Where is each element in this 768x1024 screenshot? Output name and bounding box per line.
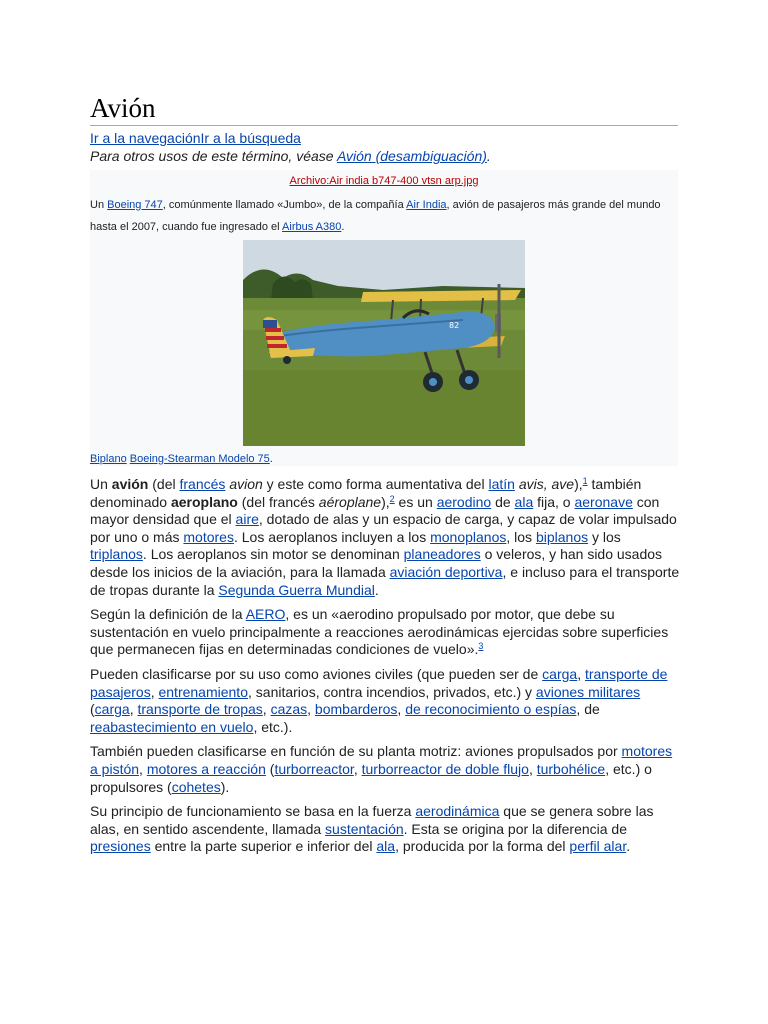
text: , los <box>506 528 536 545</box>
text: . Los aeroplanos sin motor se denominan <box>142 546 404 563</box>
hatnote <box>90 148 491 165</box>
text: y los <box>588 528 621 545</box>
image-caption-main <box>90 194 678 238</box>
text: con mayor densidad que el <box>90 493 660 528</box>
text: ( <box>265 760 275 777</box>
paragraph-propulsion <box>90 743 680 796</box>
boeing-747-link[interactable]: Boeing 747 <box>107 199 163 211</box>
frances-link[interactable]: francés <box>179 476 226 492</box>
text: , e incluso para el transporte de tropas durante la <box>90 563 680 598</box>
airbus-a380-link[interactable]: Airbus A380 <box>282 221 342 233</box>
cazas-link[interactable]: cazas <box>270 701 308 718</box>
text: (del francés <box>237 493 319 510</box>
text: , producida por la forma del <box>395 838 570 855</box>
text: es un <box>394 493 437 510</box>
text: Según la definición de la <box>90 606 246 623</box>
turbohelice-link[interactable]: turbohélice <box>536 760 606 777</box>
hatnote-suffix: . <box>486 148 491 164</box>
text: Su principio de funcionamiento se basa en la fuerza <box>90 803 416 820</box>
biplane-photo[interactable] <box>243 240 525 446</box>
svg-text:82: 82 <box>449 321 460 330</box>
biplanos-link[interactable]: biplanos <box>535 528 589 545</box>
caption-text: Un <box>90 199 108 211</box>
caption-text: . <box>341 221 345 233</box>
aviacion-deportiva-link[interactable]: aviación deportiva <box>389 563 503 580</box>
turborreactor-doble-flujo-link[interactable]: turborreactor de doble flujo <box>361 760 529 777</box>
file-link[interactable]: Archivo:Air india b747-400 vtsn arp.jpg <box>289 175 479 187</box>
motores-link[interactable]: motores <box>183 528 234 545</box>
text: Pueden clasificarse por su uso como aviones civiles (que pueden ser de <box>90 665 543 682</box>
boeing-stearman-link[interactable]: Boeing-Stearman Modelo 75 <box>129 453 270 465</box>
text: Un <box>90 476 112 492</box>
text: . Los aeroplanos incluyen a los <box>233 528 431 545</box>
text: , <box>139 760 147 777</box>
text: , <box>397 701 406 718</box>
text: (del <box>148 476 180 492</box>
text: ). <box>220 778 230 795</box>
aerodinamica-link[interactable]: aerodinámica <box>415 803 500 820</box>
motores-piston-link[interactable]: motores a pistón <box>90 743 673 777</box>
entrenamiento-link[interactable]: entrenamiento <box>158 683 248 700</box>
paragraph-uses <box>90 666 680 736</box>
aviones-militares-link[interactable]: aviones militares <box>535 683 641 700</box>
transporte-pasajeros-link[interactable]: transporte de pasajeros <box>90 665 668 700</box>
segunda-guerra-mundial-link[interactable]: Segunda Guerra Mundial <box>218 581 375 598</box>
text: , etc.). <box>253 718 293 735</box>
article-body <box>90 476 680 863</box>
ala-principle-link[interactable]: ala <box>376 838 396 855</box>
text: , de <box>576 701 600 718</box>
italic-term: aéroplane <box>318 493 382 510</box>
page-title: Avión <box>90 93 156 123</box>
reconocimiento-link[interactable]: de reconocimiento o espías <box>405 701 577 718</box>
text: que se genera sobre las alas, en sentido ascendente, llamada <box>90 803 654 837</box>
sustentacion-link[interactable]: sustentación <box>325 820 404 837</box>
text: También pueden clasificarse en función de su planta motriz: aviones propulsados por <box>90 743 622 760</box>
bold-term: aeroplano <box>170 493 238 510</box>
text: , <box>577 665 585 682</box>
paragraph-intro <box>90 476 680 599</box>
reference-2-link[interactable]: 2 <box>389 493 395 504</box>
text: y este como forma aumentativa del <box>262 476 489 492</box>
presiones-link[interactable]: presiones <box>90 838 151 855</box>
jump-to-search-link[interactable]: Ir a la búsqueda <box>200 130 301 146</box>
aeronave-link[interactable]: aeronave <box>574 493 633 510</box>
disambiguation-link[interactable]: Avión (desambiguación) <box>336 148 487 164</box>
aero-link[interactable]: AERO <box>245 606 286 623</box>
motores-reaccion-link[interactable]: motores a reacción <box>146 760 266 777</box>
cohetes-link[interactable]: cohetes <box>171 778 221 795</box>
text: , <box>150 683 159 700</box>
caption-text: . <box>269 453 273 465</box>
monoplanos-link[interactable]: monoplanos <box>430 528 507 545</box>
aire-link[interactable]: aire <box>235 511 259 528</box>
text: ( <box>90 701 95 718</box>
bold-term: avión <box>111 476 149 492</box>
carga-link[interactable]: carga <box>542 665 578 682</box>
triplanos-link[interactable]: triplanos <box>90 546 143 563</box>
text: o veleros, y han sido usados desde los inicios de la aviación, para la llamada <box>90 546 663 580</box>
biplane-illustration <box>243 240 525 446</box>
carga-militar-link[interactable]: carga <box>94 701 130 718</box>
air-india-link[interactable]: Air India <box>406 199 447 211</box>
hatnote-text: Para otros usos de este término, véase <box>90 148 337 164</box>
text: . <box>374 581 379 598</box>
text: , <box>528 760 537 777</box>
text: entre la parte superior e inferior del <box>150 838 377 855</box>
transporte-tropas-link[interactable]: transporte de tropas <box>137 701 263 718</box>
perfil-alar-link[interactable]: perfil alar <box>569 838 627 855</box>
text: , <box>307 701 315 718</box>
text: también denominado <box>90 476 642 510</box>
turborreactor-link[interactable]: turborreactor <box>274 760 354 777</box>
bombarderos-link[interactable]: bombarderos <box>314 701 398 718</box>
text: , es un «aerodino propulsado por motor, que debe su sustentación en vuelo principalmente a reacciones aerodinámicas ejercidas sobre superficies que permanecen fijas en determinadas condiciones de vuelo». <box>90 606 669 658</box>
text: fija, o <box>533 493 575 510</box>
ala-link[interactable]: ala <box>514 493 534 510</box>
paragraph-principle <box>90 803 680 856</box>
caption-text: , avión de pasajeros más grande del mundo hasta el 2007, cuando fue ingresado el <box>90 199 661 233</box>
file-title <box>90 174 678 188</box>
title-divider <box>90 125 678 126</box>
paragraph-definition <box>90 606 680 659</box>
planeadores-link[interactable]: planeadores <box>403 546 481 563</box>
image-caption-secondary <box>90 452 273 466</box>
text: de <box>491 493 515 510</box>
reabastecimiento-link[interactable]: reabastecimiento en vuelo <box>90 718 254 735</box>
text: , <box>353 760 362 777</box>
caption-text: , comúnmente llamado «Jumbo», de la compañía <box>162 199 407 211</box>
text: . <box>626 838 631 855</box>
reference-3-link[interactable]: 3 <box>478 641 484 652</box>
text: , etc.) o propulsores ( <box>90 760 652 795</box>
text: ), <box>574 476 583 492</box>
text: . Esta se origina por la diferencia de <box>403 820 628 837</box>
image-box <box>90 170 678 466</box>
text: , <box>262 701 271 718</box>
italic-term: avion <box>229 476 263 492</box>
text: ), <box>381 493 390 510</box>
biplano-link[interactable]: Biplano <box>90 453 127 465</box>
latin-link[interactable]: latín <box>488 476 515 492</box>
text: , dotado de alas y un espacio de carga, y capaz de volar impulsado por uno o más <box>90 511 677 545</box>
jump-to-navigation-link[interactable]: Ir a la navegación <box>90 130 201 146</box>
jump-links <box>90 130 301 147</box>
text: , <box>129 701 138 718</box>
text: , sanitarios, contra incendios, privados, etc.) y <box>248 683 536 700</box>
italic-term: avis, ave <box>518 476 575 492</box>
aerodino-link[interactable]: aerodino <box>436 493 492 510</box>
reference-1-link[interactable]: 1 <box>582 476 588 486</box>
